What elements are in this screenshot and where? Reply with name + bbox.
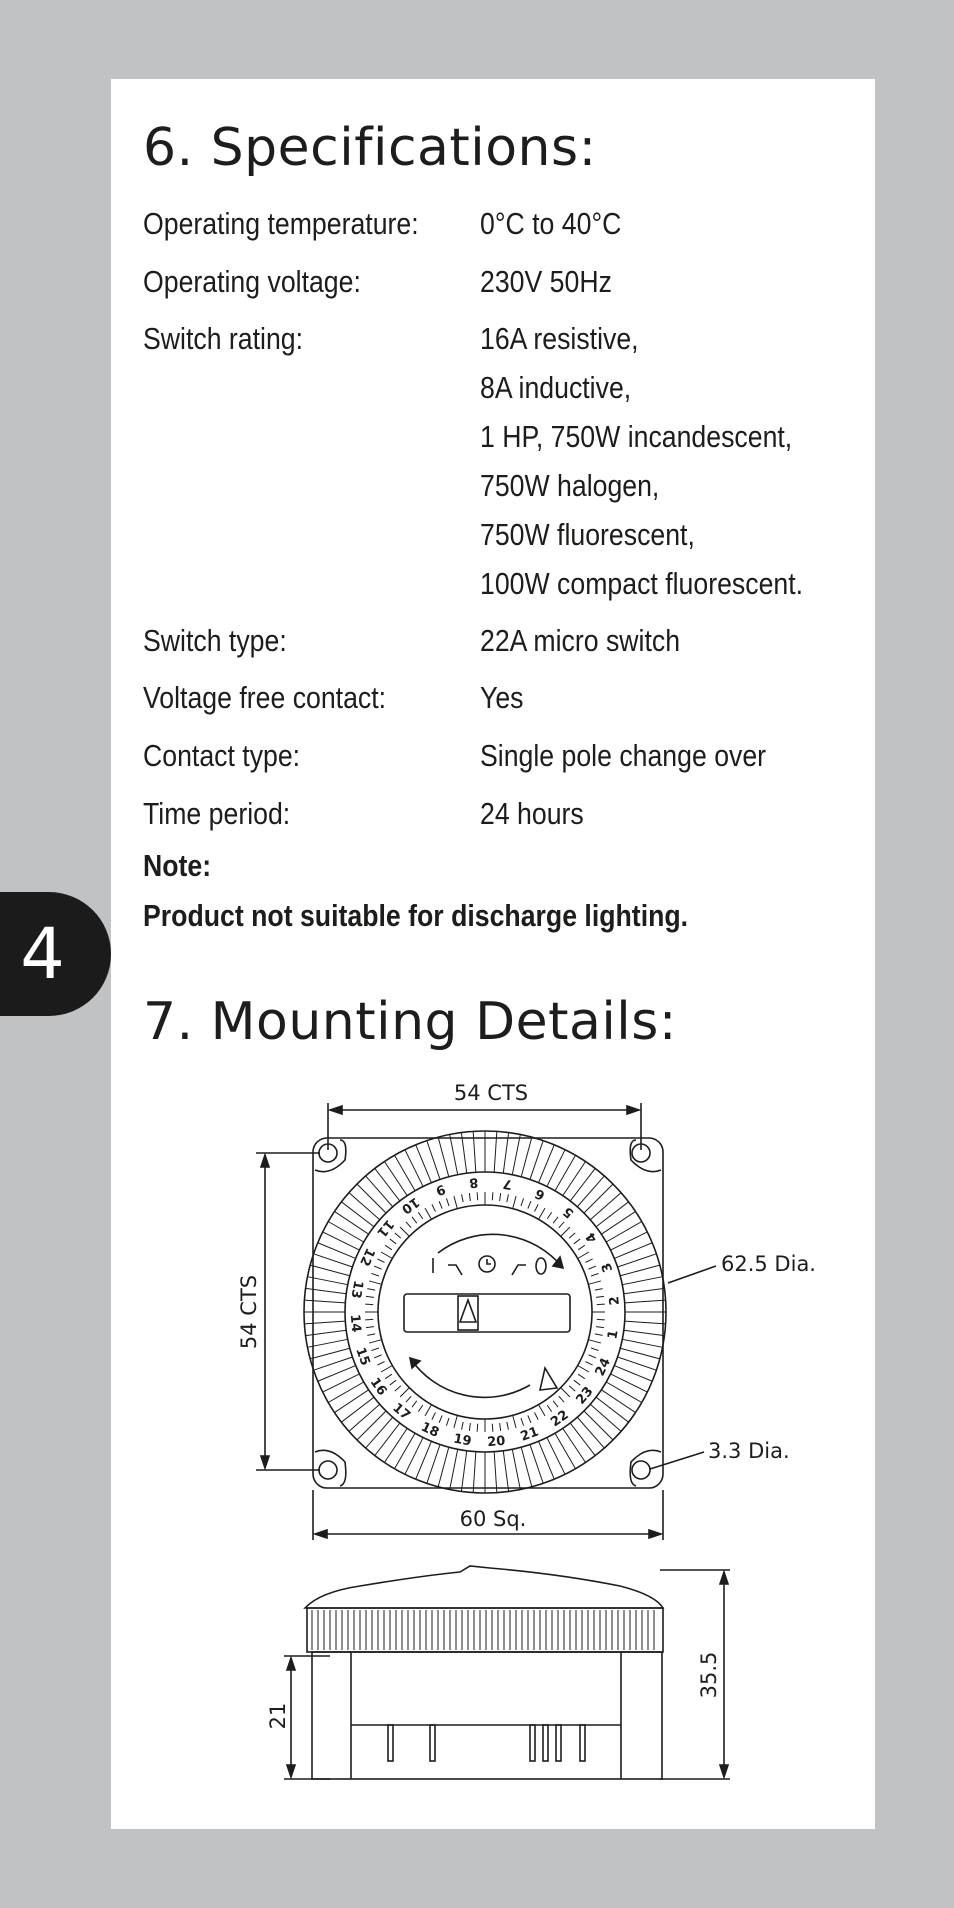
switch-link (448, 1265, 462, 1275)
dial-tooth (596, 1202, 629, 1227)
dial-tooth (314, 1357, 353, 1370)
dial-hour-number: 17 (389, 1400, 413, 1424)
dial-tooth (357, 1411, 386, 1440)
spec-label: Switch rating: (143, 321, 304, 356)
hole-recess (630, 1450, 661, 1486)
dial-tooth (622, 1277, 662, 1285)
dial-tooth (306, 1330, 347, 1335)
dial-tooth (512, 1134, 520, 1174)
dial-inner-ring (345, 1172, 625, 1452)
dial-tooth (375, 1168, 400, 1201)
dial-hour-number: 15 (352, 1345, 373, 1368)
dial-hour-number: 6 (532, 1185, 548, 1203)
dial-tooth (620, 1348, 660, 1359)
dial-tick (591, 1273, 599, 1276)
dial-tooth (328, 1222, 364, 1243)
dial-tick (492, 1192, 493, 1200)
dial-tick (547, 1212, 551, 1219)
dim-base-height: 21 (266, 1702, 290, 1730)
dial-tick (418, 1212, 422, 1219)
switch-off-symbol (536, 1258, 546, 1274)
dial-tick (454, 1196, 457, 1209)
dial-tick (412, 1217, 417, 1223)
dial-tick (374, 1266, 381, 1269)
dial-hour-number: 2 (607, 1295, 623, 1306)
dial-hour-number: 5 (560, 1203, 578, 1221)
dial-tooth (427, 1445, 440, 1484)
dial-tooth (395, 1433, 416, 1469)
dial-tick (425, 1208, 432, 1219)
dial-tooth (314, 1254, 353, 1267)
dial-tick (507, 1422, 509, 1430)
dial-tick (578, 1374, 585, 1378)
dial-tooth (563, 1428, 586, 1462)
dial-tick (492, 1424, 493, 1432)
dial-tooth (335, 1390, 369, 1413)
dial-face-ring (378, 1205, 592, 1419)
dial-tooth (461, 1451, 466, 1492)
dial-tick (559, 1396, 564, 1402)
dial-tooth (563, 1162, 586, 1196)
dial-tooth (618, 1357, 657, 1370)
switch-link (512, 1265, 526, 1275)
dial-tooth (310, 1348, 350, 1359)
dial-tooth (622, 1339, 662, 1347)
dial-tooth (494, 1452, 497, 1493)
arrow-arc-bottom (410, 1358, 530, 1397)
dial-tick (406, 1222, 411, 1228)
dial-tick (439, 1201, 442, 1208)
dial-hour-number: 20 (486, 1433, 507, 1451)
dial-tooth (555, 1433, 576, 1469)
mounting-heading: 7. Mounting Details: (143, 992, 677, 1052)
spec-label: Voltage free contact: (143, 680, 387, 715)
timer-base (312, 1652, 662, 1779)
dial-tick (528, 1415, 531, 1422)
page-number: 4 (20, 913, 65, 995)
dial-tick (477, 1192, 478, 1200)
dial-hour-number: 10 (398, 1193, 422, 1217)
dial-tooth (341, 1397, 374, 1422)
indicator-window (404, 1294, 570, 1332)
dial-tooth (310, 1265, 350, 1276)
dial-tooth (618, 1254, 657, 1267)
dim-hole-diameter: 3.3 Dia. (708, 1439, 790, 1463)
dial-tick (369, 1340, 382, 1343)
dial-hour-number: 4 (583, 1229, 601, 1246)
dial-tooth (530, 1445, 543, 1484)
dial-hour-number: 3 (599, 1260, 617, 1275)
terminal-pins (388, 1725, 585, 1761)
dial-tick (371, 1273, 379, 1276)
dial-tick (539, 1405, 546, 1416)
spec-value-line: Yes (480, 680, 524, 715)
set-pointer-triangle (540, 1368, 557, 1390)
dial-tooth (570, 1168, 595, 1201)
dial-tooth (473, 1452, 476, 1493)
dial-tick (381, 1366, 392, 1373)
dial-hour-number: 13 (347, 1279, 366, 1300)
spec-value-line: 16A resistive, (480, 321, 639, 356)
dial-tick (507, 1194, 509, 1202)
dial-hour-number: 1 (605, 1328, 622, 1341)
dial-tick (365, 1319, 373, 1320)
dial-hour-number: 23 (573, 1384, 597, 1408)
dial-tick (578, 1245, 585, 1249)
dim-total-height: 35.5 (697, 1651, 721, 1699)
dim-square-size: 60 Sq. (459, 1507, 527, 1531)
dial-tick (559, 1222, 564, 1228)
dial-tooth (596, 1397, 629, 1422)
dial-tick (521, 1198, 524, 1206)
dial-tooth (438, 1447, 449, 1487)
dial-tick (585, 1362, 592, 1366)
dial-tooth (620, 1265, 660, 1276)
dim-left-height: 54 CTS (237, 1274, 261, 1350)
dial-tick (574, 1239, 580, 1244)
spec-value-line: Single pole change over (480, 738, 767, 773)
dial-hour-number: 7 (501, 1175, 514, 1192)
dial-tick (596, 1327, 604, 1328)
spec-value-line: 230V 50Hz (480, 264, 612, 299)
dial-tick (469, 1423, 470, 1431)
dial-tick (366, 1296, 374, 1297)
dial-dome (305, 1566, 663, 1608)
arrow-head (410, 1358, 420, 1368)
dial-tick (528, 1201, 531, 1208)
dial-tooth (395, 1155, 416, 1191)
spec-label: Operating voltage: (143, 264, 361, 299)
dial-tick (425, 1405, 432, 1416)
dial-tick (412, 1401, 417, 1407)
dial-tick (561, 1388, 570, 1397)
dial-hour-number: 9 (433, 1180, 448, 1198)
dial-tooth (577, 1417, 604, 1448)
dial-hour-number: 24 (592, 1355, 614, 1379)
dial-tick (591, 1348, 599, 1351)
dial-tick (595, 1289, 603, 1291)
dial-tooth (590, 1404, 621, 1431)
spec-label: Contact type: (143, 738, 301, 773)
dial-tick (400, 1388, 409, 1397)
dial-tooth (570, 1423, 595, 1456)
side-view-drawing (284, 1566, 730, 1779)
dial-tooth (438, 1137, 449, 1177)
dial-tooth (366, 1176, 393, 1207)
dial-tick (432, 1412, 436, 1419)
leader-line (668, 1266, 716, 1283)
dial-tooth (521, 1137, 532, 1177)
dial-tooth (606, 1222, 642, 1243)
dial-tooth (625, 1300, 666, 1303)
dial-tick (439, 1415, 442, 1422)
dial-tick (535, 1412, 539, 1419)
dial-segment-teeth (304, 1131, 666, 1493)
mounting-hole (319, 1461, 337, 1479)
arrow-arc-top (438, 1234, 563, 1268)
dial-tick (569, 1233, 575, 1238)
dial-hour-number: 21 (518, 1424, 541, 1445)
dial-tick (385, 1374, 392, 1378)
dial-tooth (357, 1184, 386, 1213)
dial-tick (367, 1334, 375, 1336)
dial-tick (390, 1380, 396, 1385)
dial-tick (588, 1340, 601, 1343)
spec-value-line: 22A micro switch (480, 623, 681, 658)
note-text: Product not suitable for discharge lighting. (143, 898, 689, 933)
dial-tooth (450, 1449, 458, 1489)
dial-tooth (584, 1411, 613, 1440)
dial-tick (553, 1217, 558, 1223)
dial-tooth (503, 1451, 508, 1492)
dial-tooth (450, 1134, 458, 1174)
dial-tick (367, 1289, 375, 1291)
spec-value-line: 100W compact fluorescent. (480, 566, 804, 601)
dial-tooth (349, 1404, 380, 1431)
dial-tooth (530, 1141, 543, 1180)
indicator-triangle (460, 1300, 476, 1322)
dial-tooth (328, 1382, 364, 1403)
dial-tooth (335, 1211, 369, 1234)
dial-hour-number: 22 (548, 1407, 572, 1431)
dial-tick (446, 1418, 449, 1426)
dial-tick (469, 1193, 470, 1201)
note-label: Note: (143, 848, 212, 883)
dial-tick (454, 1415, 457, 1428)
dial-tooth (341, 1202, 374, 1227)
dial-tick (432, 1204, 436, 1211)
dial-tick (377, 1362, 384, 1366)
spec-label: Time period: (143, 796, 291, 831)
dial-tick (418, 1405, 422, 1412)
dial-hour-number: 16 (366, 1375, 390, 1399)
dial-tick (462, 1422, 464, 1430)
dial-hour-number: 14 (346, 1313, 364, 1334)
front-view-drawing (256, 1103, 716, 1540)
dial-tooth (625, 1321, 666, 1324)
spec-label: Operating temperature: (143, 206, 419, 241)
dial-tick (539, 1208, 546, 1219)
dial-hour-numbers (347, 1174, 623, 1450)
dial-tick (462, 1194, 464, 1202)
dial-tick (561, 1227, 570, 1236)
dial-tick (588, 1281, 601, 1284)
dial-tick (535, 1204, 539, 1211)
dial-tick (374, 1355, 381, 1358)
dial-tick (553, 1401, 558, 1407)
spec-value-line: 1 HP, 750W incandescent, (480, 419, 793, 454)
dial-tick (406, 1396, 411, 1402)
dial-tick (446, 1198, 449, 1206)
dial-tick (547, 1405, 551, 1412)
dial-ridge-lines (312, 1610, 654, 1650)
dial-tick (500, 1193, 501, 1201)
dial-tooth (624, 1330, 665, 1335)
dial-tooth (606, 1382, 642, 1403)
dial-tooth (306, 1288, 347, 1293)
spec-value-line: 750W fluorescent, (480, 517, 695, 552)
clock-hands (487, 1259, 491, 1264)
dial-tooth (512, 1449, 520, 1489)
dial-tick (513, 1415, 516, 1428)
dial-ticks (365, 1192, 605, 1432)
dial-tooth (590, 1193, 621, 1220)
dial-tick (597, 1304, 605, 1305)
leader-line (650, 1452, 704, 1469)
dial-tick (588, 1266, 595, 1269)
dial-tick (385, 1245, 392, 1249)
dial-hour-number: 11 (373, 1216, 397, 1240)
specifications-heading: 6. Specifications: (143, 118, 597, 178)
spec-label: Switch type: (143, 623, 287, 658)
spec-value-line: 8A inductive, (480, 370, 632, 405)
dim-dial-diameter: 62.5 Dia. (721, 1252, 816, 1276)
spec-value-line: 750W halogen, (480, 468, 660, 503)
dial-tick (395, 1386, 401, 1391)
dial-tooth (375, 1423, 400, 1456)
dial-tooth (427, 1141, 440, 1180)
dial-tick (578, 1252, 589, 1259)
dial-tick (377, 1259, 384, 1263)
dial-tick (395, 1233, 401, 1238)
dim-top-width: 54 CTS (453, 1081, 529, 1105)
dial-tick (574, 1380, 580, 1385)
spec-value-line: 24 hours (480, 796, 584, 831)
spec-value-line: 0°C to 40°C (480, 206, 622, 241)
dial-tick (371, 1348, 379, 1351)
dial-tooth (601, 1390, 635, 1413)
dial-tooth (349, 1193, 380, 1220)
dial-hour-number: 8 (468, 1174, 479, 1190)
dial-tooth (384, 1162, 407, 1196)
dial-tick (477, 1424, 478, 1432)
dial-tick (381, 1252, 392, 1259)
dial-tick (578, 1366, 589, 1373)
dial-tick (366, 1327, 374, 1328)
dial-tick (588, 1355, 595, 1358)
dial-tooth (521, 1447, 532, 1487)
dial-tooth (584, 1184, 613, 1213)
dial-tooth (624, 1288, 665, 1293)
dial-hour-number: 18 (418, 1419, 442, 1441)
dial-tick (390, 1239, 396, 1244)
dial-tick (513, 1196, 516, 1209)
mounting-hole (632, 1461, 650, 1479)
dial-tooth (601, 1211, 635, 1234)
dial-tooth (555, 1155, 576, 1191)
dial-tick (585, 1259, 592, 1263)
dial-tick (595, 1334, 603, 1336)
dial-tick (400, 1227, 409, 1236)
dial-tooth (304, 1300, 345, 1303)
dial-tick (569, 1386, 575, 1391)
dial-tick (597, 1319, 605, 1320)
dial-hour-number: 19 (452, 1431, 473, 1450)
dial-tick (521, 1418, 524, 1426)
dial-tick (365, 1304, 373, 1305)
dial-hour-number: 12 (356, 1245, 378, 1269)
dial-tooth (577, 1176, 604, 1207)
dial-tick (369, 1281, 382, 1284)
dial-tooth (384, 1428, 407, 1462)
dial-tooth (366, 1417, 393, 1448)
dial-tooth (304, 1321, 345, 1324)
dial-tick (596, 1296, 604, 1297)
dial-tick (500, 1423, 501, 1431)
